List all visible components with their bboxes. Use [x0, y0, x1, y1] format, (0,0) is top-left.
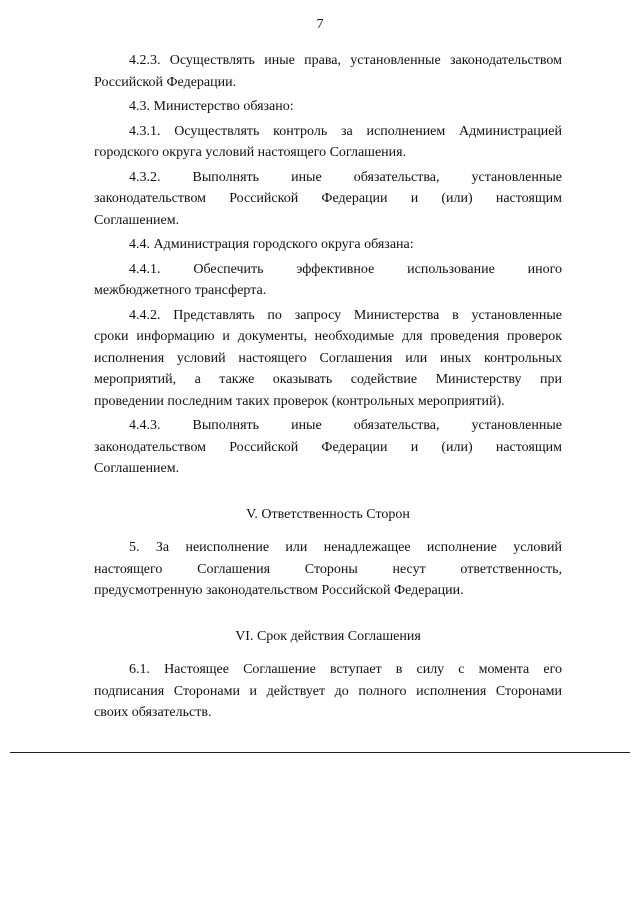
- clause-5-line-2: настоящего Соглашения Стороны несут ответственность,: [94, 561, 562, 577]
- clause-4-4-1: [94, 259, 562, 302]
- clause-4-2-3: [94, 50, 562, 93]
- clause-4-4-2-line-5: проведении последним таких проверок (контрольных мероприятий).: [94, 393, 505, 409]
- clause-4-3-2-line-1: 4.3.2. Выполнять иные обязательства, установленные: [129, 169, 562, 185]
- clause-4-3: 4.3. Министерство обязано:: [129, 99, 294, 114]
- clause-4-4-2: [94, 305, 562, 413]
- clause-5-line-3: предусмотренную законодательством Российской Федерации.: [94, 583, 464, 598]
- section-v-heading: V. Ответственность Сторон: [246, 506, 410, 522]
- clause-4-2-3-line-2: Российской Федерации.: [94, 74, 237, 90]
- clause-4-4-3: [94, 415, 562, 480]
- clause-4-3-2-line-3: Соглашением.: [94, 212, 180, 228]
- clause-4-4-3-line-3: Соглашением.: [94, 461, 180, 476]
- clause-4-4-2-line-3: исполнения условий настоящего Соглашения или иных контрольных: [94, 350, 562, 366]
- clause-6-1: [94, 659, 562, 724]
- clause-5-line-1: 5. За неисполнение или ненадлежащее исполнение условий: [129, 540, 562, 555]
- clause-4-4-2-line-2: сроки информацию и документы, необходимые для проведения проверок: [94, 329, 562, 344]
- clause-4-3-2-line-2: законодательством Российской Федерации и (или) настоящим: [94, 191, 562, 206]
- clause-4-4-3-line-1: 4.4.3. Выполнять иные обязательства, установленные: [129, 418, 562, 433]
- page-number: 7: [316, 17, 324, 32]
- clause-5: [94, 537, 562, 602]
- footer-separator-line: [10, 752, 630, 753]
- document-body: [94, 50, 562, 724]
- clause-4-2-3-line-1: 4.2.3. Осуществлять иные права, установленные законодательством: [129, 53, 562, 68]
- clause-4-4-2-line-4: мероприятий, а также оказывать содействие Министерству при: [94, 372, 562, 387]
- clause-4-4-2-line-1: 4.4.2. Представлять по запросу Министерства в установленные: [129, 307, 562, 323]
- clause-6-1-line-3: своих обязательств.: [94, 705, 212, 720]
- section-vi-heading: VI. Срок действия Соглашения: [235, 628, 421, 644]
- clause-4-3-1-line-2: городского округа условий настоящего Соглашения.: [94, 145, 407, 160]
- clause-6-1-line-1: 6.1. Настоящее Соглашение вступает в силу с момента его: [129, 662, 562, 677]
- clause-4-4-1-line-1: 4.4.1. Обеспечить эффективное использование иного: [129, 261, 562, 277]
- clause-4-4: 4.4. Администрация городского округа обязана:: [129, 237, 414, 252]
- clause-4-3-2: [94, 167, 562, 232]
- clause-4-4-3-line-2: законодательством Российской Федерации и (или) настоящим: [94, 439, 562, 455]
- clause-4-3-1-line-1: 4.3.1. Осуществлять контроль за исполнением Администрацией: [129, 123, 562, 139]
- clause-4-3-1: [94, 121, 562, 164]
- clause-6-1-line-2: подписания Сторонами и действует до полного исполнения Сторонами: [94, 683, 562, 699]
- clause-4-4-1-line-2: межбюджетного трансферта.: [94, 283, 267, 298]
